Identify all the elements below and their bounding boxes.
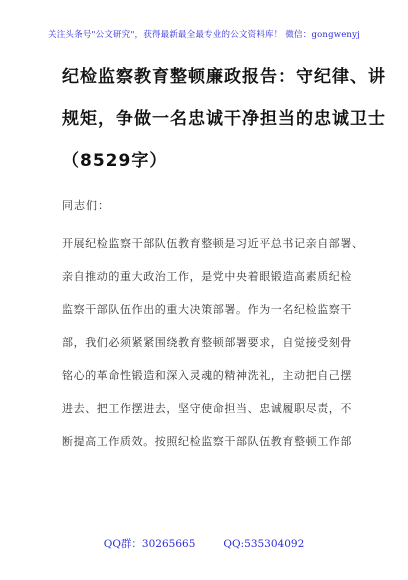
- header-banner-text: 关注头条号"公文研究"，获得最新最全最专业的公文资料库！ 微信：gongwenyj: [48, 30, 360, 40]
- body-line: 进去、把工作摆进去，坚守使命担当、忠诚履职尽责，不: [62, 402, 352, 415]
- title-line-1: 纪检监察教育整顿廉政报告：守纪律、讲: [62, 67, 386, 87]
- header-banner: [0, 22, 408, 44]
- footer-contact: [0, 536, 408, 551]
- body-line: 亲自推动的重大政治工作，是党中央着眼锻造高素质纪检: [62, 270, 352, 283]
- body-line: 铭心的革命性锻造和深入灵魂的精神洗礼，主动把自己摆: [62, 369, 352, 382]
- document-body: [62, 198, 362, 467]
- document-title: [62, 60, 386, 178]
- body-line: 部，我们必须紧紧围绕教育整顿部署要求，自觉接受刻骨: [62, 336, 352, 349]
- footer-qq-number: QQ:535304092: [223, 538, 305, 550]
- footer-qq-group: QQ群：30265665: [103, 538, 196, 550]
- body-line: 开展纪检监察干部队伍教育整顿是习近平总书记亲自部署、: [62, 237, 364, 250]
- body-line: 监察干部队伍作出的重大决策部署。作为一名纪检监察干: [62, 303, 352, 316]
- title-word-count: （8529字）: [62, 151, 168, 171]
- title-line-2: 规矩，争做一名忠诚干净担当的忠诚卫士: [62, 109, 386, 129]
- body-line: 断提高工作质效。按照纪检监察干部队伍教育整顿工作部: [62, 435, 352, 448]
- salutation: 同志们：: [62, 199, 110, 212]
